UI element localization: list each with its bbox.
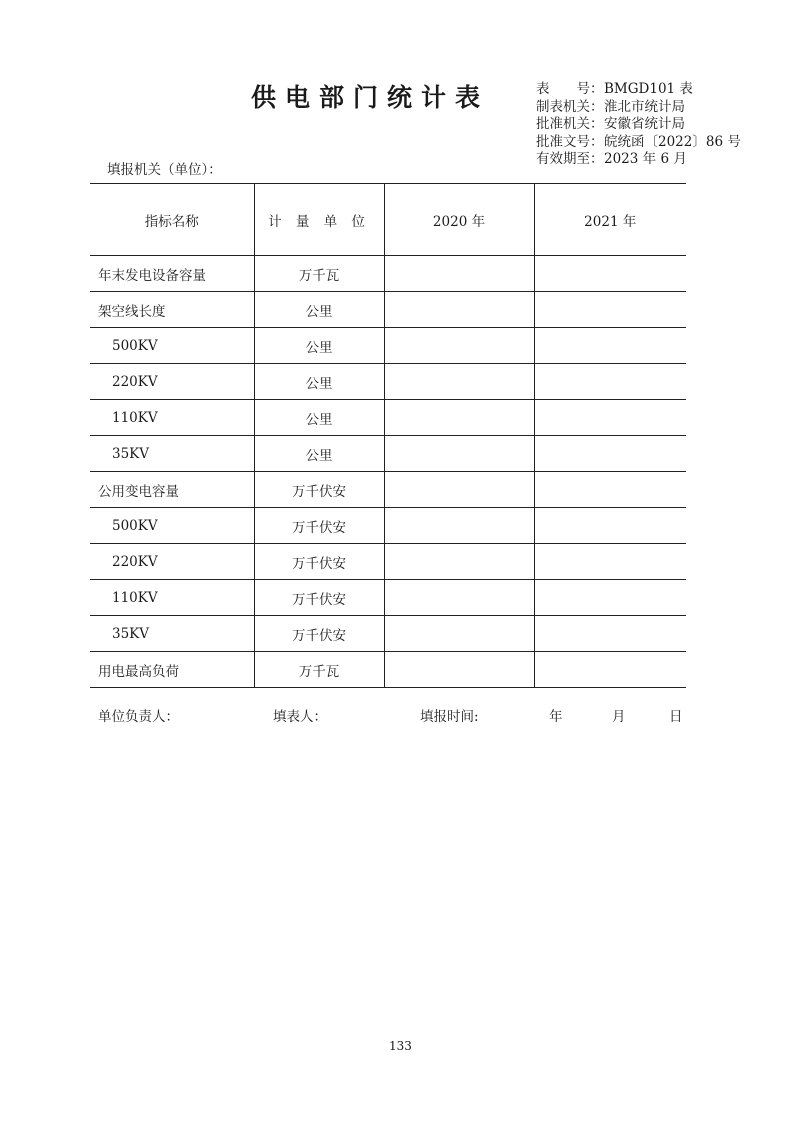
table-row [90,508,686,544]
table-row [90,544,686,580]
indicator-unit: 公里 [254,328,384,364]
footer-month-label: 月 [612,709,626,725]
table-row [90,256,686,292]
indicator-name: 35KV [90,436,254,472]
indicator-name: 220KV [90,364,254,400]
value-2020-cell[interactable] [384,544,534,580]
meta-value: 2023 年 6 月 [604,151,687,167]
value-2021-cell[interactable] [534,400,686,436]
indicator-name: 用电最高负荷 [90,652,254,688]
table-row [90,580,686,616]
indicator-name: 公用变电容量 [90,472,254,508]
value-2021-cell[interactable] [534,580,686,616]
value-2020-cell[interactable] [384,292,534,328]
value-2020-cell[interactable] [384,580,534,616]
indicator-unit: 万千伏安 [254,508,384,544]
table-row [90,364,686,400]
header-indicator-name: 指标名称 [90,184,254,256]
meta-label: 批准机关： [536,116,604,132]
indicator-name: 35KV [90,616,254,652]
value-2020-cell[interactable] [384,400,534,436]
table-row [90,400,686,436]
footer-fill-time-label: 填报时间: [420,709,479,725]
value-2021-cell[interactable] [534,544,686,580]
value-2020-cell[interactable] [384,616,534,652]
page-title: 供电部门统计表 [251,83,490,112]
meta-value: 淮北市统计局 [604,98,685,115]
value-2020-cell[interactable] [384,508,534,544]
value-2021-cell[interactable] [534,292,686,328]
value-2020-cell[interactable] [384,472,534,508]
table-row [90,436,686,472]
header-year-2021: 2021 年 [534,184,686,256]
value-2020-cell[interactable] [384,328,534,364]
value-2020-cell[interactable] [384,256,534,292]
table-row [90,292,686,328]
indicator-unit: 万千伏安 [254,580,384,616]
meta-value: 皖统函〔2022〕86 号 [604,133,741,150]
indicator-unit: 万千瓦 [254,652,384,688]
indicator-name: 年末发电设备容量 [90,256,254,292]
value-2021-cell[interactable] [534,508,686,544]
value-2021-cell[interactable] [534,328,686,364]
value-2021-cell[interactable] [534,472,686,508]
meta-issuing-authority [536,99,741,117]
indicator-unit: 万千伏安 [254,544,384,580]
indicator-unit: 公里 [254,364,384,400]
value-2021-cell[interactable] [534,256,686,292]
indicator-name: 架空线长度 [90,292,254,328]
meta-form-number [536,81,741,99]
meta-approving-authority [536,116,741,134]
indicator-name: 500KV [90,328,254,364]
table-row [90,616,686,652]
value-2021-cell[interactable] [534,652,686,688]
meta-value: 安徽省统计局 [604,116,685,132]
table-row [90,328,686,364]
indicator-unit: 公里 [254,292,384,328]
fill-unit-label: 填报机关（单位）： [107,162,222,178]
value-2020-cell[interactable] [384,436,534,472]
value-2020-cell[interactable] [384,652,534,688]
footer-filler-label: 填表人： [273,709,327,725]
footer-responsible-label: 单位负责人： [98,709,179,725]
meta-label: 表 号： [536,81,604,97]
header-year-2020: 2020 年 [384,184,534,256]
indicator-unit: 公里 [254,436,384,472]
meta-value: BMGD101 表 [604,81,693,97]
meta-label: 制表机关： [536,98,604,115]
indicator-name: 110KV [90,400,254,436]
footer-year-label: 年 [549,709,563,725]
value-2021-cell[interactable] [534,364,686,400]
footer-day-label: 日 [669,709,683,725]
value-2020-cell[interactable] [384,364,534,400]
indicator-name: 110KV [90,580,254,616]
header-unit: 计 量 单 位 [254,184,384,256]
value-2021-cell[interactable] [534,616,686,652]
meta-approval-number [536,134,741,152]
table-header-row [90,184,686,256]
meta-label: 批准文号： [536,133,604,150]
indicator-name: 500KV [90,508,254,544]
page-number: 133 [389,1039,412,1053]
indicator-unit: 万千伏安 [254,472,384,508]
indicator-unit: 公里 [254,400,384,436]
statistics-table [90,183,686,688]
indicator-unit: 万千伏安 [254,616,384,652]
indicator-name: 220KV [90,544,254,580]
indicator-unit: 万千瓦 [254,256,384,292]
table-row [90,472,686,508]
value-2021-cell[interactable] [534,436,686,472]
form-meta-block [536,81,741,169]
meta-label: 有效期至： [536,151,604,167]
meta-valid-until [536,151,741,169]
table-row [90,652,686,688]
